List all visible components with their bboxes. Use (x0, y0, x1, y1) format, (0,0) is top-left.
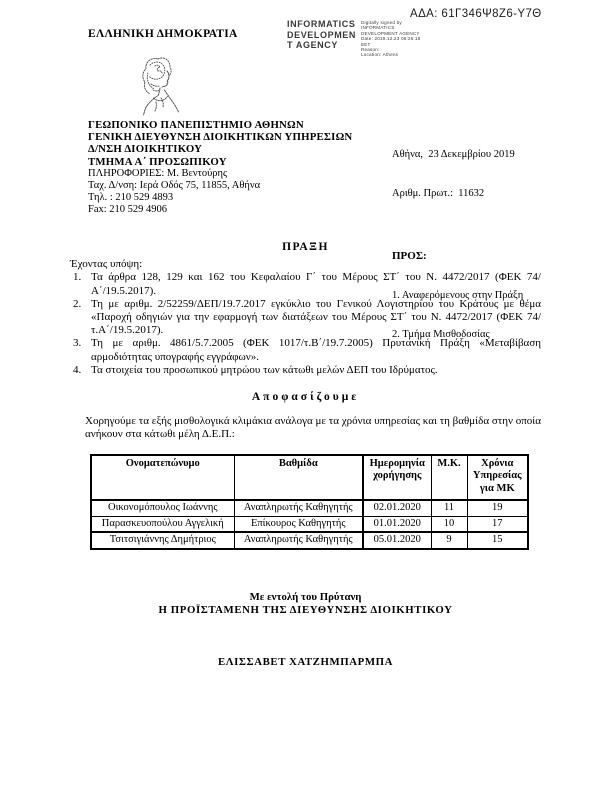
stamp-agency-name: INFORMATICS DEVELOPMEN T AGENCY (287, 19, 357, 50)
salary-grade-table (90, 454, 529, 550)
decision-title: Αποφασίζουμε (251, 391, 360, 404)
sender-address: Ταχ. Δ/νση: Ιερά Οδός 75, 11855, Αθήνα (88, 180, 261, 192)
recipients-label: ΠΡΟΣ: (392, 250, 427, 262)
university-emblem-icon (131, 54, 189, 120)
col-header-mk: Μ.Κ. (431, 455, 467, 501)
sender-block (88, 119, 388, 217)
list-item: 2. Τη με αριθμ. 2/52259/ΔΕΠ/19.7.2017 εγκύκλιο του Γενικού Λογιστηρίου του Κράτους με θέμα «Παροχή οδηγιών για την εφαρμογή των διατάξεων του Μέρους ΣΤ΄ του Ν. 4472/2017 (ΦΕΚ 74/τ.Α΄/19.5.2017). (73, 297, 541, 337)
col-header-rank: Βαθμίδα (234, 455, 363, 501)
sender-fax: Fax: 210 529 4906 (88, 204, 168, 216)
sender-general-directorate: ΓΕΝΙΚΗ ΔΙΕΥΘΥΝΣΗ ΔΙΟΙΚΗΤΙΚΩΝ ΥΠΗΡΕΣΙΩΝ (88, 131, 353, 144)
decision-paragraph: Χορηγούμε τα εξής μισθολογικά κλιμάκια ανάλογα με τα χρόνια υπηρεσίας και τη βαθμίδα στην οποία ανήκουν στα κάτωθι μέλη Δ.Ε.Π.: (85, 415, 541, 441)
signature-name: ΕΛΙΣΣΑΒΕΤ ΧΑΤΖΗΜΠΑΡΜΠΑ (217, 655, 394, 668)
col-header-grant-date: Ημερομηνία χορήγησης (363, 455, 431, 501)
document-date: Αθήνα, 23 Δεκεμβρίου 2019 (392, 149, 515, 160)
hellenic-republic-title: ΕΛΛΗΝΙΚΗ ΔΗΜΟΚΡΑΤΙΑ (88, 28, 238, 40)
signature-block (70, 591, 541, 669)
sender-university: ΓΕΩΠΟΝΙΚΟ ΠΑΝΕΠΙΣΤΗΜΙΟ ΑΘΗΝΩΝ (88, 119, 304, 131)
act-title: ΠΡΑΞΗ (282, 241, 329, 253)
stamp-signature-details: Digitally signed by INFORMATICS DEVELOPMENT AGENCY Date: 2019.12.23 08:26:18 EET Reason: Location: Athens (361, 20, 421, 58)
ada-number: ΑΔΑ: 61Γ346Ψ8Ζ6-Υ7Θ (410, 8, 542, 20)
recipient-item: 1. Αναφερόμενους στην Πράξη (392, 290, 524, 301)
document-body (70, 241, 541, 669)
table-row: Οικονομόπουλος Ιωάννης Αναπληρωτής Καθηγητής 02.01.2020 11 19 (91, 500, 528, 516)
recipient-item: 2. Τμήμα Μισθοδοσίας (392, 329, 490, 340)
list-item: 1. Τα άρθρα 128, 129 και 162 του Κεφαλαίου Γ΄ του Μέρους ΣΤ΄ του Ν. 4472/2017 (ΦΕΚ 74/Α΄/19.5.2017). (73, 271, 541, 297)
legal-basis-list (70, 271, 541, 377)
sender-phone: Τηλ. : 210 529 4893 (88, 192, 174, 204)
digital-signature-stamp (287, 19, 420, 58)
protocol-number: Αριθμ. Πρωτ.: 11632 (392, 188, 485, 199)
act-preamble: Έχοντας υπόψη: (70, 258, 143, 271)
list-item: 4. Τα στοιχεία του προσωπικού μητρώου των κάτωθι μελών ΔΕΠ του Ιδρύματος. (73, 363, 438, 376)
list-item: 3. Τη με αριθμ. 4861/5.7.2005 (ΦΕΚ 1017/τ.Β΄/19.7.2005) Πρυτανική Πράξη «Μεταβίβαση αρμοδιότητας υπογραφής εγγράφων». (73, 337, 541, 363)
signature-by-order: Με εντολή του Πρύτανη (249, 590, 362, 603)
sender-contact-person: ΠΛΗΡΟΦΟΡΙΕΣ: Μ. Βεντούρης (88, 167, 228, 179)
table-row: Παρασκευοπούλου Αγγελική Επίκουρος Καθηγητής 01.01.2020 10 17 (91, 516, 528, 532)
signature-title: Η ΠΡΟΪΣΤΑΜΕΝΗ ΤΗΣ ΔΙΕΥΘΥΝΣΗΣ ΔΙΟΙΚΗΤΙΚΟΥ (158, 604, 453, 617)
col-header-name: Ονοματεπώνυμο (91, 455, 234, 501)
col-header-years: Χρόνια Υπηρεσίας για ΜΚ (467, 455, 528, 501)
sender-department: ΤΜΗΜΑ Α΄ ΠΡΟΣΩΠΙΚΟΥ (88, 155, 227, 168)
table-row: Τσιτσιγιάννης Δημήτριος Αναπληρωτής Καθηγητής 05.01.2020 9 15 (91, 532, 528, 549)
table-header-row (91, 455, 528, 501)
sender-directorate: Δ/ΝΣΗ ΔΙΟΙΚΗΤΙΚΟΥ (88, 143, 203, 156)
